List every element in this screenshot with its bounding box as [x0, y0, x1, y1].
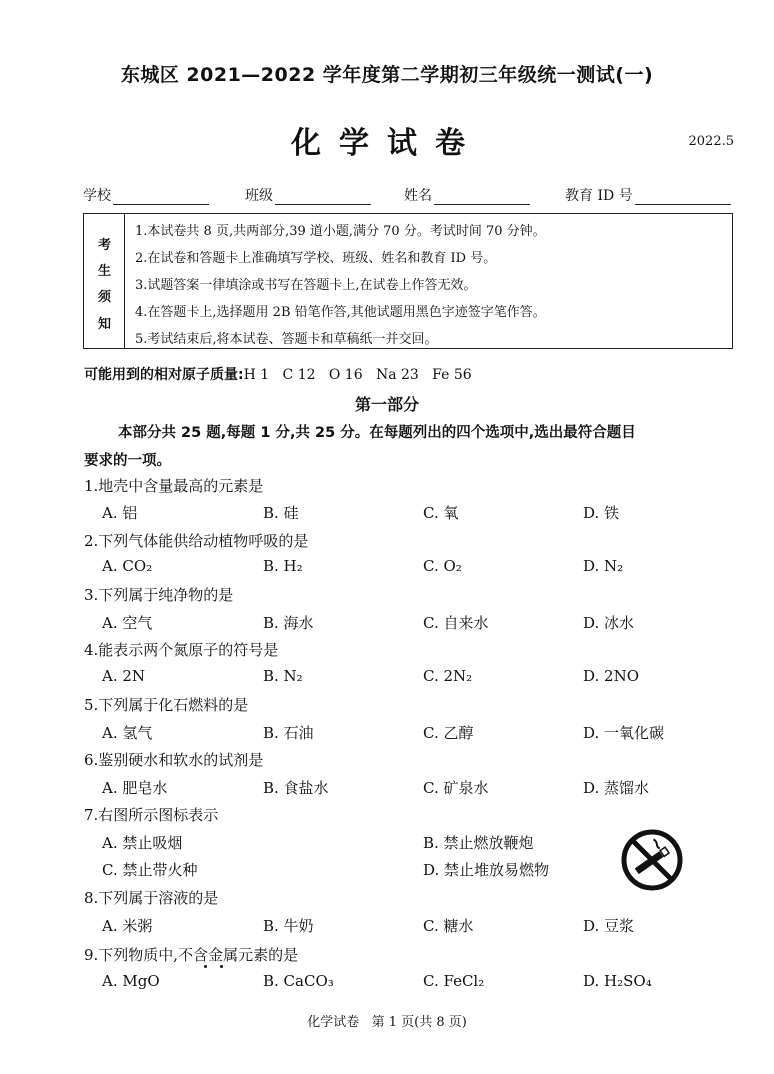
option-b[interactable]: B. 硅	[263, 504, 299, 522]
option-a[interactable]: A. 氢气	[102, 724, 153, 742]
notice-item: 3.试题答案一律填涂或书写在答题卡上,在试卷上作答无效。	[135, 278, 477, 293]
option-b[interactable]: B. 牛奶	[263, 917, 314, 935]
option-c[interactable]: C. 氧	[423, 504, 459, 522]
question-stem: 1.地壳中含量最高的元素是	[84, 477, 264, 495]
option-b[interactable]: B. 石油	[263, 724, 314, 742]
notice-heading-char: 考	[97, 238, 111, 253]
subject-title: 化学试卷	[291, 126, 483, 161]
option-c[interactable]: C. 矿泉水	[423, 779, 489, 797]
option-a[interactable]: A. 2N	[102, 667, 146, 685]
name-label: 姓名	[404, 188, 432, 204]
notice-item: 2.在试卷和答题卡上准确填写学校、班级、姓名和教育 ID 号。	[135, 251, 497, 266]
option-c[interactable]: C. FeCl₂	[423, 972, 485, 990]
option-a[interactable]: A. 肥皂水	[102, 779, 168, 797]
option-d[interactable]: D. 冰水	[583, 614, 635, 632]
option-a[interactable]: A. 米粥	[102, 917, 153, 935]
page-footer: 化学试卷 第 1 页(共 8 页)	[307, 1015, 467, 1030]
option-a[interactable]: A. MgO	[102, 972, 160, 990]
exam-date: 2022.5	[688, 134, 734, 149]
atomic-masses	[84, 364, 472, 384]
question-stem: 7.右图所示图标表示	[84, 806, 219, 824]
notice-heading-char: 生	[97, 264, 111, 279]
class-blank[interactable]	[275, 190, 371, 205]
question-stem: 3.下列属于纯净物的是	[84, 586, 234, 604]
option-c[interactable]: C. 乙醇	[423, 724, 474, 742]
part-intro-line1: 本部分共 25 题,每题 1 分,共 25 分。在每题列出的四个选项中,选出最符合题目	[118, 425, 636, 441]
option-c[interactable]: C. O₂	[423, 557, 462, 575]
option-b[interactable]: B. H₂	[263, 557, 303, 575]
question-stem: 2.下列气体能供给动植物呼吸的是	[84, 532, 309, 550]
school-field[interactable]	[83, 185, 209, 205]
option-b[interactable]: B. 海水	[263, 614, 314, 632]
class-field[interactable]	[245, 185, 371, 205]
option-a[interactable]: A. CO₂	[102, 557, 153, 575]
notice-item: 5.考试结束后,将本试卷、答题卡和草稿纸一并交回。	[135, 332, 438, 347]
option-a[interactable]: A. 铝	[102, 504, 138, 522]
exam-title: 东城区 2021—2022 学年度第二学期初三年级统一测试(一)	[120, 64, 654, 86]
question-stem: 8.下列属于溶液的是	[84, 889, 219, 907]
name-blank[interactable]	[434, 190, 530, 205]
exam-notice-box	[83, 213, 733, 349]
part-title: 第一部分	[354, 395, 419, 414]
class-label: 班级	[245, 188, 273, 204]
option-c[interactable]: C. 自来水	[423, 614, 489, 632]
option-b[interactable]: B. 食盐水	[263, 779, 329, 797]
option-a[interactable]: A. 禁止吸烟	[102, 834, 183, 852]
notice-item: 1.本试卷共 8 页,共两部分,39 道小题,满分 70 分。考试时间 70 分钟。	[135, 224, 546, 239]
name-field[interactable]	[404, 185, 530, 205]
notice-item: 4.在答题卡上,选择题用 2B 铅笔作答,其他试题用黑色字迹签字笔作答。	[135, 305, 546, 320]
option-d[interactable]: D. 禁止堆放易燃物	[423, 861, 550, 879]
option-b[interactable]: B. CaCO₃	[263, 972, 334, 990]
option-b[interactable]: B. N₂	[263, 667, 303, 685]
notice-heading-char: 须	[97, 290, 111, 305]
notice-heading-char: 知	[97, 317, 111, 332]
option-b[interactable]: B. 禁止燃放鞭炮	[423, 834, 534, 852]
atomic-masses-label: 可能用到的相对原子质量:	[84, 367, 244, 383]
education-id-label: 教育 ID 号	[565, 188, 633, 204]
option-d[interactable]: D. 一氧化碳	[583, 724, 665, 742]
atomic-masses-values: H 1 C 12 O 16 Na 23 Fe 56	[243, 367, 472, 383]
option-d[interactable]: D. 铁	[583, 504, 620, 522]
option-d[interactable]: D. 豆浆	[583, 917, 635, 935]
school-blank[interactable]	[113, 190, 209, 205]
education-id-blank[interactable]	[635, 190, 731, 205]
option-c[interactable]: C. 糖水	[423, 917, 474, 935]
option-d[interactable]: D. 2NO	[583, 667, 639, 685]
option-d[interactable]: D. 蒸馏水	[583, 779, 650, 797]
option-c[interactable]: C. 禁止带火种	[102, 861, 198, 879]
question-stem: 5.下列属于化石燃料的是	[84, 696, 249, 714]
question-stem: 4.能表示两个氮原子的符号是	[84, 641, 279, 659]
school-label: 学校	[83, 188, 111, 204]
option-d[interactable]: D. N₂	[583, 557, 624, 575]
question-stem: 9.下列物质中,不含金属元素的是	[84, 946, 299, 964]
emphasis-dot	[220, 965, 223, 968]
no-smoking-icon	[621, 829, 683, 891]
education-id-field[interactable]	[565, 185, 731, 205]
part-intro-line2: 要求的一项。	[84, 453, 171, 469]
option-a[interactable]: A. 空气	[102, 614, 153, 632]
option-d[interactable]: D. H₂SO₄	[583, 972, 652, 990]
question-stem: 6.鉴别硬水和软水的试剂是	[84, 751, 264, 769]
notice-heading	[84, 214, 125, 348]
option-c[interactable]: C. 2N₂	[423, 667, 473, 685]
emphasis-dot	[204, 965, 207, 968]
